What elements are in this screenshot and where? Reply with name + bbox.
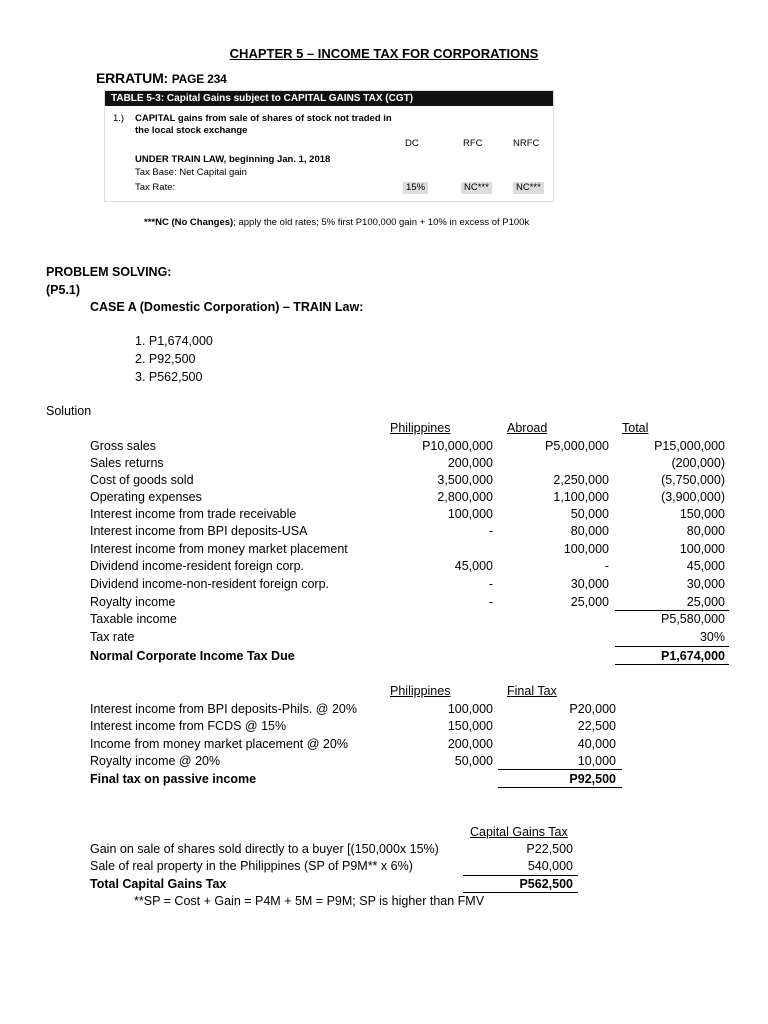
ft-total-label: Final tax on passive income xyxy=(90,772,257,786)
problem-heading: PROBLEM SOLVING: xyxy=(46,265,172,279)
row-total: (5,750,000) xyxy=(661,473,725,487)
ft-row-label: Royalty income @ 20% xyxy=(90,754,221,768)
row-abroad: - xyxy=(604,559,609,573)
taxable-income-value: P5,580,000 xyxy=(661,612,725,626)
row-label: Interest income from money market placement xyxy=(90,542,348,556)
tax-due-label: Normal Corporate Income Tax Due xyxy=(90,649,295,663)
row-label: Sales returns xyxy=(90,456,164,470)
row-abroad: 30,000 xyxy=(570,577,609,591)
ft-row-final-tax: 40,000 xyxy=(577,737,616,751)
ft-row-philippines: 100,000 xyxy=(447,702,493,716)
row-abroad: 80,000 xyxy=(570,524,609,538)
erratum-col-rfc: RFC xyxy=(463,138,483,149)
chapter-title: CHAPTER 5 – INCOME TAX FOR CORPORATIONS xyxy=(229,46,539,61)
row-total: (200,000) xyxy=(671,456,725,470)
erratum-tax-rate-nrfc: NC*** xyxy=(513,182,544,194)
row-philippines: 3,500,000 xyxy=(437,473,493,487)
ft-row-final-tax: P20,000 xyxy=(569,702,616,716)
row-total: 45,000 xyxy=(686,559,725,573)
erratum-note-rest: ; apply the old rates; 5% first P100,000 gain + 10% in excess of P100k xyxy=(233,217,530,228)
row-label: Dividend income-non-resident foreign corp. xyxy=(90,577,330,591)
cgt-col-header: Capital Gains Tax xyxy=(470,825,568,839)
solution-label: Solution xyxy=(46,404,92,418)
row-total: P15,000,000 xyxy=(654,439,725,453)
ft-divider-bottom xyxy=(498,787,622,788)
ft-col-philippines: Philippines xyxy=(390,684,451,698)
row-abroad: 100,000 xyxy=(563,542,609,556)
ft-row-philippines: 150,000 xyxy=(447,719,493,733)
answer-1: 1. P1,674,000 xyxy=(135,334,213,348)
row-philippines: 45,000 xyxy=(454,559,493,573)
row-abroad: P5,000,000 xyxy=(545,439,609,453)
ft-row-philippines: 50,000 xyxy=(454,754,493,768)
erratum-tax-rate-dc: 15% xyxy=(403,182,428,194)
erratum-label: ERRATUM: xyxy=(96,70,169,86)
cgt-row-value: P22,500 xyxy=(526,842,573,856)
row-total: (3,900,000) xyxy=(661,490,725,504)
erratum-col-nrfc: NRFC xyxy=(513,138,540,149)
cgt-total-label: Total Capital Gains Tax xyxy=(90,877,227,891)
erratum-title xyxy=(96,70,556,86)
row-label: Operating expenses xyxy=(90,490,202,504)
answer-2: 2. P92,500 xyxy=(135,352,196,366)
erratum-col-dc: DC xyxy=(405,138,419,149)
row-philippines: - xyxy=(488,595,493,609)
row-abroad: 50,000 xyxy=(570,507,609,521)
row-label: Royalty income xyxy=(90,595,176,609)
case-title: CASE A (Domestic Corporation) – TRAIN Law: xyxy=(90,300,364,314)
taxable-income-label: Taxable income xyxy=(90,612,177,626)
erratum-tax-rate-rfc: NC*** xyxy=(461,182,492,194)
cgt-footnote: **SP = Cost + Gain = P4M + 5M = P9M; SP is higher than FMV xyxy=(134,894,485,908)
answer-3: 3. P562,500 xyxy=(135,370,203,384)
ft-total-value: P92,500 xyxy=(569,772,616,786)
erratum-tax-base: Tax Base: Net Capital gain xyxy=(135,167,247,178)
row-label: Cost of goods sold xyxy=(90,473,194,487)
cgt-row-label: Sale of real property in the Philippines (SP of P9M** x 6%) xyxy=(90,859,413,873)
ft-divider-top xyxy=(498,769,622,770)
col-header-philippines: Philippines xyxy=(390,421,451,435)
row-abroad: 2,250,000 xyxy=(553,473,609,487)
erratum-tax-rate-label: Tax Rate: xyxy=(135,182,176,193)
row-total: 80,000 xyxy=(686,524,725,538)
erratum-law: UNDER TRAIN LAW, beginning Jan. 1, 2018 xyxy=(135,154,331,165)
erratum-section xyxy=(96,70,556,228)
erratum-item-line1: CAPITAL gains from sale of shares of stock not traded in xyxy=(135,113,392,124)
ft-col-final-tax: Final Tax xyxy=(507,684,557,698)
row-philippines: - xyxy=(488,524,493,538)
tax-rate-label: Tax rate xyxy=(90,630,135,644)
row-abroad: 25,000 xyxy=(570,595,609,609)
erratum-table xyxy=(104,90,554,202)
erratum-note-bold: ***NC (No Changes) xyxy=(144,217,234,228)
ft-row-final-tax: 10,000 xyxy=(577,754,616,768)
ft-row-label: Income from money market placement @ 20% xyxy=(90,737,348,751)
row-label: Gross sales xyxy=(90,439,156,453)
tax-due-value: P1,674,000 xyxy=(661,649,725,663)
col-header-abroad: Abroad xyxy=(507,421,548,435)
erratum-item-line2: the local stock exchange xyxy=(135,125,248,136)
due-divider-top xyxy=(615,646,729,647)
ft-row-label: Interest income from BPI deposits-Phils. @ 20% xyxy=(90,702,357,716)
row-label: Dividend income-resident foreign corp. xyxy=(90,559,304,573)
row-abroad: 1,100,000 xyxy=(553,490,609,504)
col-header-total: Total xyxy=(622,421,649,435)
row-philippines: 100,000 xyxy=(447,507,493,521)
row-label: Interest income from BPI deposits-USA xyxy=(90,524,308,538)
row-total: 30,000 xyxy=(686,577,725,591)
row-total: 150,000 xyxy=(679,507,725,521)
row-total: 100,000 xyxy=(679,542,725,556)
tax-rate-value: 30% xyxy=(699,630,725,644)
problem-number: (P5.1) xyxy=(46,283,81,297)
ft-row-label: Interest income from FCDS @ 15% xyxy=(90,719,287,733)
cgt-total-value: P562,500 xyxy=(519,877,573,891)
row-philippines: 2,800,000 xyxy=(437,490,493,504)
erratum-item-number: 1.) xyxy=(113,113,125,124)
ft-row-philippines: 200,000 xyxy=(447,737,493,751)
erratum-page: PAGE 234 xyxy=(171,72,227,86)
cgt-row-value: 540,000 xyxy=(527,859,573,873)
row-philippines: 200,000 xyxy=(447,456,493,470)
row-philippines: - xyxy=(488,577,493,591)
row-total: 25,000 xyxy=(686,595,725,609)
row-philippines: P10,000,000 xyxy=(422,439,493,453)
row-label: Interest income from trade receivable xyxy=(90,507,297,521)
cgt-row-label: Gain on sale of shares sold directly to a buyer [(150,000x 15%) xyxy=(90,842,439,856)
due-divider-bottom xyxy=(615,664,729,665)
ft-row-final-tax: 22,500 xyxy=(577,719,616,733)
erratum-note xyxy=(144,217,529,228)
erratum-table-header: TABLE 5-3: Capital Gains subject to CAPITAL GAINS TAX (CGT) xyxy=(105,91,553,106)
